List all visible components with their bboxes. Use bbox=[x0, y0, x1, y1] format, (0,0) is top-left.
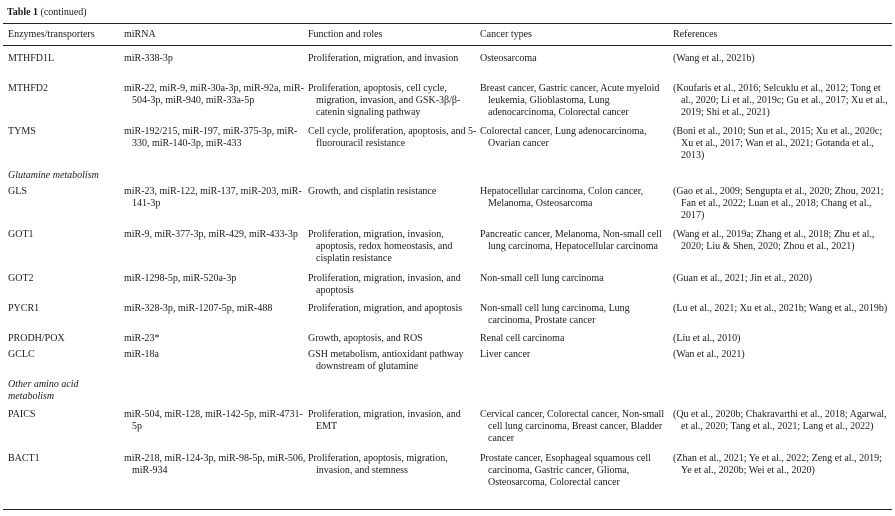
references-cell: (Gao et al., 2009; Sengupta et al., 2020; Zhou, 2021; Fan et al., 2022; Luan et al., 2018; Chang et al., 2017) bbox=[673, 186, 884, 221]
references-cell: (Wan et al., 2021) bbox=[673, 349, 745, 360]
mirna-cell: miR-218, miR-124-3p, miR-98-5p, miR-506, miR-934 bbox=[124, 453, 306, 476]
mirna-cell: miR-18a bbox=[124, 349, 159, 360]
mirna-cell: miR-23, miR-122, miR-137, miR-203, miR-141-3p bbox=[124, 186, 302, 209]
references-cell: (Lu et al., 2021; Xu et al., 2021b; Wang et al., 2019b) bbox=[673, 303, 888, 314]
table-caption-suffix: (continued) bbox=[40, 7, 87, 18]
header-mirna: miRNA bbox=[124, 29, 156, 40]
cancer-cell: Non-small cell lung carcinoma, Lung carcinoma, Prostate cancer bbox=[480, 303, 630, 326]
function-cell: Proliferation, migration, invasion, and EMT bbox=[308, 409, 461, 432]
enzyme-cell: GOT1 bbox=[8, 229, 34, 240]
cancer-cell: Colorectal cancer, Lung adenocarcinoma, Ovarian cancer bbox=[480, 126, 647, 149]
cancer-cell: Liver cancer bbox=[480, 349, 531, 360]
mirna-cell: miR-192/215, miR-197, miR-375-3p, miR-330, miR-140-3p, miR-433 bbox=[124, 126, 298, 149]
enzyme-cell: MTHFD2 bbox=[8, 83, 49, 94]
cancer-cell: Cervical cancer, Colorectal cancer, Non-small cell lung carcinoma, Breast cancer, Bladder cancer bbox=[480, 409, 665, 444]
enzyme-cell: PAICS bbox=[8, 409, 36, 420]
references-cell: (Wang et al., 2021b) bbox=[673, 53, 755, 64]
mirna-cell: miR-338-3p bbox=[124, 53, 173, 64]
enzyme-cell: BACT1 bbox=[8, 453, 40, 464]
mirna-cell: miR-328-3p, miR-1207-5p, miR-488 bbox=[124, 303, 273, 314]
table-top-rule bbox=[3, 23, 892, 24]
cancer-cell: Renal cell carcinoma bbox=[480, 333, 565, 344]
cancer-cell: Pancreatic cancer, Melanoma, Non-small cell lung carcinoma, Hepatocellular carcinoma bbox=[480, 229, 662, 252]
references-cell: (Guan et al., 2021; Jin et al., 2020) bbox=[673, 273, 813, 284]
function-cell: Proliferation, migration, invasion, and apoptosis bbox=[308, 273, 461, 296]
function-cell: Cell cycle, proliferation, apoptosis, and 5-fluorouracil resistance bbox=[308, 126, 477, 149]
mirna-cell: miR-1298-5p, miR-520a-3p bbox=[124, 273, 237, 284]
cancer-cell: Hepatocellular carcinoma, Colon cancer, Melanoma, Osteosarcoma bbox=[480, 186, 644, 209]
mirna-cell: miR-23* bbox=[124, 333, 160, 344]
mirna-cell: miR-504, miR-128, miR-142-5p, miR-4731-5p bbox=[124, 409, 303, 432]
header-cancer-types: Cancer types bbox=[480, 29, 532, 40]
references-cell: (Koufaris et al., 2016; Selcuklu et al., 2012; Tong et al., 2020; Li et al., 2019c; Gu et al., 2017; Xu et al., 2019; Shi et al., 2021) bbox=[673, 83, 888, 118]
section-other-amino-acid-metabolism: Other amino acid metabolism bbox=[8, 379, 79, 402]
references-cell: (Wang et al., 2019a; Zhang et al., 2018; Zhu et al., 2020; Liu & Shen, 2020; Zhou et al., 2021) bbox=[673, 229, 875, 252]
references-cell: (Liu et al., 2010) bbox=[673, 333, 741, 344]
header-rule bbox=[3, 45, 892, 46]
enzyme-cell: MTHFD1L bbox=[8, 53, 55, 64]
enzyme-cell: PYCR1 bbox=[8, 303, 40, 314]
function-cell: Proliferation, migration, invasion, apoptosis, redox homeostasis, and cisplatin resistance bbox=[308, 229, 453, 264]
cancer-cell: Osteosarcoma bbox=[480, 53, 537, 64]
function-cell: Growth, and cisplatin resistance bbox=[308, 186, 437, 197]
header-function: Function and roles bbox=[308, 29, 383, 40]
section-glutamine-metabolism: Glutamine metabolism bbox=[8, 170, 99, 181]
enzyme-cell: GCLC bbox=[8, 349, 35, 360]
cancer-cell: Prostate cancer, Esophageal squamous cell carcinoma, Gastric cancer, Glioma, Osteosarcoma, Colorectal cancer bbox=[480, 453, 651, 488]
references-cell: (Boni et al., 2010; Sun et al., 2015; Xu et al., 2020c; Xu et al., 2017; Wan et al., 2021; Gotanda et al., 2013) bbox=[673, 126, 883, 161]
table-label: Table 1 bbox=[7, 7, 39, 18]
enzyme-cell: GLS bbox=[8, 186, 27, 197]
cancer-cell: Breast cancer, Gastric cancer, Acute myeloid leukemia, Glioblastoma, Lung adenocarcinoma, Colorectal cancer bbox=[480, 83, 660, 118]
enzyme-cell: TYMS bbox=[8, 126, 36, 137]
cancer-cell: Non-small cell lung carcinoma bbox=[480, 273, 604, 284]
function-cell: Proliferation, apoptosis, cell cycle, migration, invasion, and GSK-3β/β-catenin signaling pathway bbox=[308, 83, 461, 118]
header-references: References bbox=[673, 29, 718, 40]
enzyme-cell: GOT2 bbox=[8, 273, 34, 284]
mirna-cell: miR-22, miR-9, miR-30a-3p, miR-92a, miR-504-3p, miR-940, miR-33a-5p bbox=[124, 83, 304, 106]
table-caption bbox=[7, 6, 87, 19]
references-cell: (Zhan et al., 2021; Ye et al., 2022; Zeng et al., 2019; Ye et al., 2020b; Wei et al., 2020) bbox=[673, 453, 882, 476]
function-cell: Growth, apoptosis, and ROS bbox=[308, 333, 423, 344]
function-cell: GSH metabolism, antioxidant pathway downstream of glutamine bbox=[308, 349, 464, 372]
function-cell: Proliferation, migration, and apoptosis bbox=[308, 303, 463, 314]
header-enzymes: Enzymes/transporters bbox=[8, 29, 95, 40]
references-cell: (Qu et al., 2020b; Chakravarthi et al., 2018; Agarwal, et al., 2020; Tang et al., 2021; Lang et al., 2022) bbox=[673, 409, 887, 432]
mirna-cell: miR-9, miR-377-3p, miR-429, miR-433-3p bbox=[124, 229, 298, 240]
table-bottom-rule bbox=[3, 509, 892, 510]
enzyme-cell: PRODH/POX bbox=[8, 333, 65, 344]
function-cell: Proliferation, apoptosis, migration, invasion, and stemness bbox=[308, 453, 448, 476]
function-cell: Proliferation, migration, and invasion bbox=[308, 53, 459, 64]
